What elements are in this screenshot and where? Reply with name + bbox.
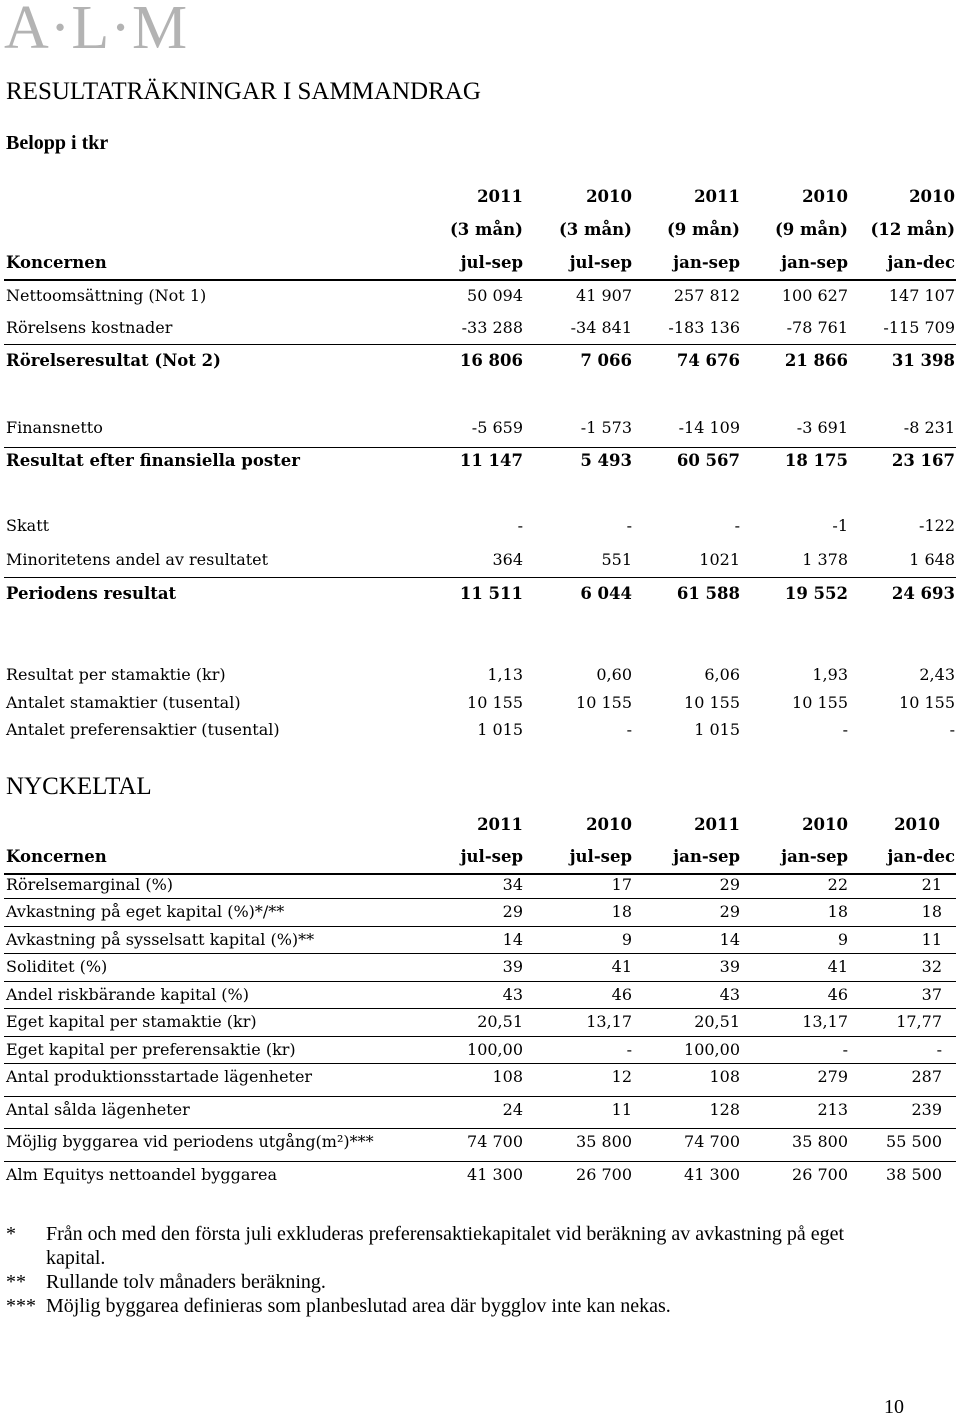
cell: 2010 [802, 815, 848, 834]
table-rule [4, 1008, 956, 1009]
cell: 37 [921, 985, 942, 1004]
cell: 41 300 [467, 1165, 523, 1184]
cell: 22 [827, 875, 848, 894]
row-label: Möjlig byggarea vid periodens utgång(m²)*** [6, 1132, 374, 1151]
cell: 17 [611, 875, 632, 894]
cell: jan-dec [887, 847, 955, 866]
row-label: Rörelseresultat (Not 2) [6, 351, 221, 370]
cell: 100,00 [684, 1040, 740, 1059]
cell: 14 [719, 930, 740, 949]
row-label: Rörelsemarginal (%) [6, 875, 174, 894]
footnote [6, 1270, 906, 1294]
cell: - [626, 1040, 632, 1059]
footnote-marker: * [6, 1223, 16, 1245]
cell: 74 700 [684, 1132, 740, 1151]
cell: 1 378 [802, 550, 848, 569]
cell: 35 800 [576, 1132, 632, 1151]
cell: 1,93 [812, 665, 848, 684]
row-label: Soliditet (%) [6, 957, 108, 976]
cell: 29 [502, 902, 523, 921]
cell: 16 806 [459, 351, 523, 370]
cell: 23 167 [891, 451, 955, 470]
cell: 2011 [694, 815, 740, 834]
cell: 7 066 [580, 351, 632, 370]
cell: 1 015 [477, 720, 523, 739]
row-label: Avkastning på sysselsatt kapital (%)** [6, 930, 315, 949]
cell: 41 [827, 957, 848, 976]
cell: 55 500 [886, 1132, 942, 1151]
cell: 5 493 [580, 451, 632, 470]
cell: 61 588 [676, 584, 740, 603]
cell: -122 [919, 516, 955, 535]
cell: jul-sep [569, 253, 632, 272]
cell: 147 107 [888, 286, 955, 305]
cell: 287 [911, 1067, 942, 1086]
cell: 2010 [802, 187, 848, 206]
cell: -183 136 [668, 318, 740, 337]
cell: 9 [621, 930, 632, 949]
cell: (3 mån) [559, 220, 632, 239]
cell: - [842, 720, 848, 739]
cell: 551 [601, 550, 632, 569]
footnote-text: Rullande tolv månaders beräkning. [46, 1271, 326, 1293]
cell: 128 [709, 1100, 740, 1119]
cell: 21 [921, 875, 942, 894]
cell: -3 691 [796, 418, 848, 437]
row-label: Finansnetto [6, 418, 103, 437]
row-label: Resultat per stamaktie (kr) [6, 665, 226, 684]
cell: 20,51 [694, 1012, 740, 1031]
cell: (3 mån) [450, 220, 523, 239]
cell: 364 [492, 550, 523, 569]
cell: 100,00 [467, 1040, 523, 1059]
amount-unit-subtitle: Belopp i tkr [6, 132, 109, 154]
cell: jan-sep [673, 847, 740, 866]
table-rule [4, 1128, 956, 1129]
cell: 12 [611, 1067, 632, 1086]
row-label: Andel riskbärande kapital (%) [6, 985, 249, 1004]
cell: -34 841 [570, 318, 632, 337]
table-rule [4, 1036, 956, 1037]
cell: 74 676 [676, 351, 740, 370]
row-label: Nettoomsättning (Not 1) [6, 286, 207, 305]
cell: 18 [611, 902, 632, 921]
cell: 18 [921, 902, 942, 921]
cell: 10 155 [467, 693, 523, 712]
cell: -1 [832, 516, 848, 535]
cell: 39 [502, 957, 523, 976]
row-label: Eget kapital per stamaktie (kr) [6, 1012, 257, 1031]
table-rule [4, 279, 956, 281]
cell: 108 [709, 1067, 740, 1086]
cell: jul-sep [569, 847, 632, 866]
cell: 2011 [477, 187, 523, 206]
cell: 11 [921, 930, 942, 949]
cell: 213 [817, 1100, 848, 1119]
footnote-text: Möjlig byggarea definieras som planbeslutad area där bygglov inte kan nekas. [46, 1295, 671, 1317]
cell: 9 [837, 930, 848, 949]
cell: 11 511 [459, 584, 523, 603]
cell: 13,17 [802, 1012, 848, 1031]
row-label: Eget kapital per preferensaktie (kr) [6, 1040, 296, 1059]
cell: - [626, 720, 632, 739]
cell: 11 147 [459, 451, 523, 470]
row-label: Alm Equitys nettoandel byggarea [6, 1165, 278, 1184]
cell: 2,43 [919, 665, 955, 684]
table-rule [4, 1161, 956, 1162]
cell: -1 573 [580, 418, 632, 437]
cell: jan-sep [673, 253, 740, 272]
key-figures-title: NYCKELTAL [6, 773, 152, 800]
cell: jul-sep [460, 253, 523, 272]
cell: 6 044 [580, 584, 632, 603]
page-number: 10 [884, 1396, 904, 1418]
table-rule [4, 577, 956, 578]
cell: 24 693 [891, 584, 955, 603]
cell: (12 mån) [870, 220, 955, 239]
footnote-marker: ** [6, 1271, 26, 1293]
cell: 38 500 [886, 1165, 942, 1184]
cell: 279 [817, 1067, 848, 1086]
cell: 11 [611, 1100, 632, 1119]
cell: 18 175 [784, 451, 848, 470]
cell: 26 700 [576, 1165, 632, 1184]
cell: 34 [502, 875, 523, 894]
cell: -5 659 [471, 418, 523, 437]
cell: 2011 [694, 187, 740, 206]
cell: 1 015 [694, 720, 740, 739]
table-rule [4, 953, 956, 954]
cell: 50 094 [467, 286, 523, 305]
table-rule [4, 926, 956, 927]
row-label: Koncernen [6, 847, 107, 866]
cell: 257 812 [673, 286, 740, 305]
cell: 10 155 [684, 693, 740, 712]
footnote-marker: *** [6, 1295, 36, 1317]
cell: 0,60 [596, 665, 632, 684]
cell: (9 mån) [775, 220, 848, 239]
table-rule [4, 344, 956, 345]
table-rule [4, 1063, 956, 1064]
footnote [6, 1294, 906, 1318]
cell: 1021 [699, 550, 740, 569]
cell: 10 155 [899, 693, 955, 712]
table-rule [4, 898, 956, 899]
cell: -8 231 [903, 418, 955, 437]
row-label: Rörelsens kostnader [6, 318, 173, 337]
cell: 10 155 [576, 693, 632, 712]
cell: - [936, 1040, 942, 1059]
cell: 239 [911, 1100, 942, 1119]
cell: 17,77 [896, 1012, 942, 1031]
cell: 21 866 [784, 351, 848, 370]
footnotes [6, 1222, 906, 1318]
cell: 74 700 [467, 1132, 523, 1151]
cell: -115 709 [883, 318, 955, 337]
row-label: Resultat efter finansiella poster [6, 451, 300, 470]
cell: 29 [719, 875, 740, 894]
cell: (9 mån) [667, 220, 740, 239]
cell: 29 [719, 902, 740, 921]
cell: jul-sep [460, 847, 523, 866]
cell: - [517, 516, 523, 535]
cell: -14 109 [678, 418, 740, 437]
cell: -78 761 [786, 318, 848, 337]
cell: 10 155 [792, 693, 848, 712]
row-label: Skatt [6, 516, 50, 535]
cell: 14 [502, 930, 523, 949]
page-title: RESULTATRÄKNINGAR I SAMMANDRAG [6, 78, 481, 105]
cell: 19 552 [784, 584, 848, 603]
cell: 13,17 [586, 1012, 632, 1031]
table-rule [4, 981, 956, 982]
cell: 2010 [586, 815, 632, 834]
cell: -33 288 [461, 318, 523, 337]
cell: 6,06 [704, 665, 740, 684]
cell: 100 627 [781, 286, 848, 305]
cell: jan-sep [781, 847, 848, 866]
cell: 26 700 [792, 1165, 848, 1184]
row-label: Antalet stamaktier (tusental) [6, 693, 241, 712]
cell: 32 [921, 957, 942, 976]
table-rule [4, 447, 956, 448]
cell: 46 [611, 985, 632, 1004]
cell: 39 [719, 957, 740, 976]
footnote-text: Från och med den första juli exkluderas preferensaktiekapitalet vid beräkning av avkastning på eget kapital. [46, 1223, 845, 1269]
cell: 2010 [894, 815, 940, 834]
row-label: Antal sålda lägenheter [6, 1100, 190, 1119]
cell: - [949, 720, 955, 739]
cell: 31 398 [891, 351, 955, 370]
cell: 1,13 [487, 665, 523, 684]
cell: 41 300 [684, 1165, 740, 1184]
cell: 108 [492, 1067, 523, 1086]
cell: 2010 [909, 187, 955, 206]
cell: - [734, 516, 740, 535]
cell: 1 648 [909, 550, 955, 569]
table-rule [4, 1096, 956, 1097]
company-logo: A·L·M [4, 0, 189, 62]
cell: - [842, 1040, 848, 1059]
cell: 18 [827, 902, 848, 921]
cell: 41 [611, 957, 632, 976]
cell: 41 907 [576, 286, 632, 305]
row-label: Minoritetens andel av resultatet [6, 550, 269, 569]
cell: 46 [827, 985, 848, 1004]
row-label: Antal produktionsstartade lägenheter [6, 1067, 313, 1086]
cell: 43 [502, 985, 523, 1004]
cell: 2011 [477, 815, 523, 834]
row-label: Koncernen [6, 253, 107, 272]
cell: 43 [719, 985, 740, 1004]
cell: 2010 [586, 187, 632, 206]
row-label: Antalet preferensaktier (tusental) [6, 720, 280, 739]
row-label: Avkastning på eget kapital (%)*/** [6, 902, 285, 921]
row-label: Periodens resultat [6, 584, 177, 603]
cell: 20,51 [477, 1012, 523, 1031]
cell: jan-sep [781, 253, 848, 272]
cell: 24 [502, 1100, 523, 1119]
cell: 60 567 [676, 451, 740, 470]
footnote [6, 1222, 906, 1270]
cell: 35 800 [792, 1132, 848, 1151]
cell: - [626, 516, 632, 535]
cell: jan-dec [887, 253, 955, 272]
